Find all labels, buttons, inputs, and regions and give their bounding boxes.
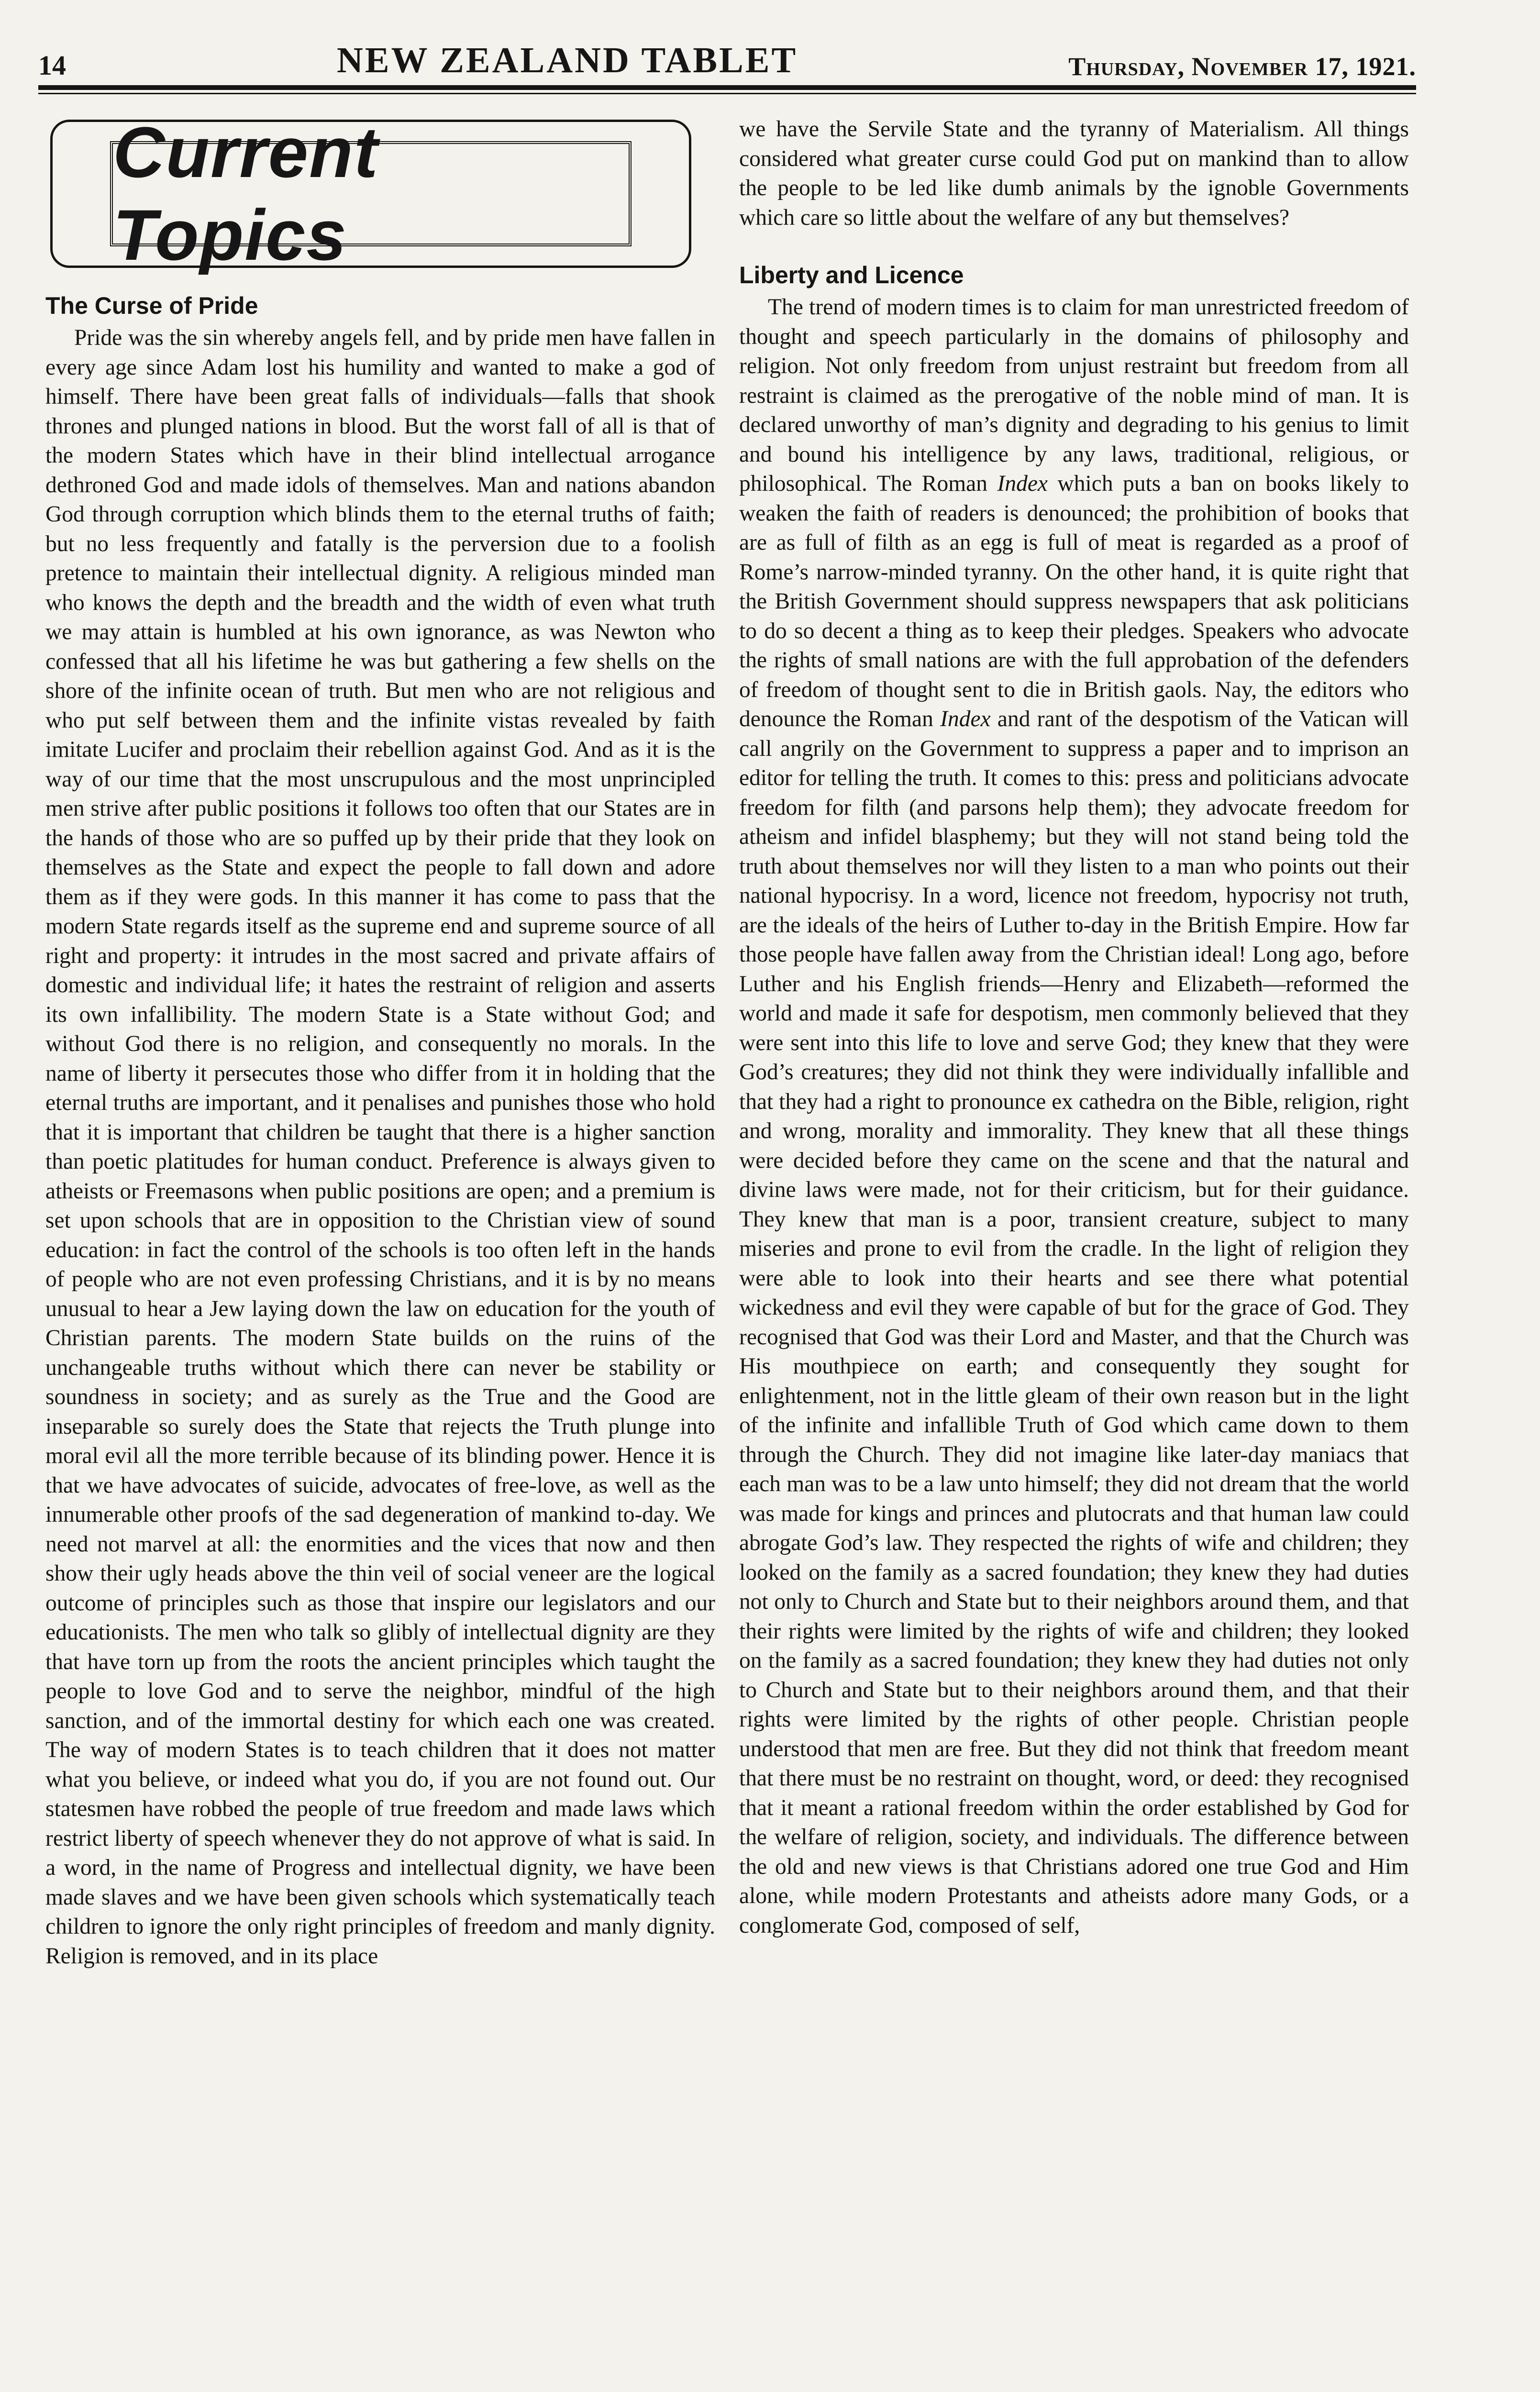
left-column: [45, 112, 715, 1971]
newspaper-title: NEW ZEALAND TABLET: [337, 40, 798, 80]
current-topics-banner: [50, 112, 691, 275]
article-continuation-curse-of-pride: we have the Servile State and the tyranny of Materialism. All things considered what greater curse could God put on mankind than to allow the people to be led like dumb animals by the ignoble Governments which care so little about the welfare of any but themselves?: [739, 117, 1409, 230]
index-term: Index: [997, 471, 1048, 496]
article-heading-curse-of-pride: The Curse of Pride: [45, 292, 258, 319]
article-body-curse-of-pride: Pride was the sin whereby angels fell, and by pride men have fallen in every age since Adam lost his humility and wanted to make a god of himself. There have been great falls of individuals—falls that shook thrones and plunged nations in blood. But the worst fall of all is that of the modern States which have in their blind intellectual arrogance dethroned God and made idols of themselves. Man and nations abandon God through corruption which blinds them to the eternal truths of faith; but no less frequently and fatally is the perversion due to a foolish pretence to maintain their intellectual dignity. A religious minded man who knows the depth and the breadth and the width of even what truth we may attain is humbled at his own ignorance, as was Newton who confessed that all his lifetime he was but gathering a few shells on the shore of the infinite ocean of truth. But men who are not religious and who put self between them and the infinite vistas revealed by faith imitate Lucifer and proclaim their rebellion against God. And as it is the way of our time that the most unscrupulous and the most unprincipled men strive after public positions it follows too often that our States are in the hands of those who are so puffed up by their pride that they look on themselves as the State and expect the people to fall down and adore them as if they were gods. In this manner it has come to pass that the modern State regards itself as the supreme end and supreme source of all right and property: it intrudes in the most sacred and private affairs of domestic and individual life; it hates the restraint of religion and asserts its own infallibility. The modern State is a State without God; and without God there is no religion, and consequently no morals. In the name of liberty it persecutes those who differ from it in holding that the eternal truths are important, and it penalises and punishes those who hold that it is important that children be taught that there is a higher sanction than poetic platitudes for human conduct. Preference is always given to atheists or Freemasons when public positions are open; and a premium is set upon schools that are in opposition to the Christian view of sound education: in fact the control of the schools is too often left in the hands of people who are not even professing Christians, and it is by no means unusual to hear a Jew laying down the law on education for the youth of Christian parents. The modern State builds on the ruins of the unchangeable truths without which there can never be stability or soundness in society; and as surely as the True and the Good are inseparable so surely does the State that rejects the Truth plunge into moral evil all the more terrible because of its blinding power. Hence it is that we have advocates of suicide, advocates of free-love, as well as the innumerable other proofs of the sad degeneration of mankind to-day. We need not marvel at all: the enormities and the vices that now and then show their ugly heads above the thin veil of social veneer are the logical outcome of principles such as those that inspire our legislators and our educationists. The men who talk so glibly of intellectual dignity are they that have torn up from the roots the ancient principles which taught the people to love God and to serve the neighbor, mindful of the high sanction, and of the immortal destiny for which each one was created. The way of modern States is to teach children that it does not matter what you believe, or indeed what you do, if you are not found out. Our statesmen have robbed the people of true freedom and made laws which restrict liberty of speech whenever they do not approve of what is said. In a word, in the name of Progress and intellectual dignity, we have been made slaves and we have been given schools which systematically teach children to ignore the only right principles of freedom and manly dignity. Religion is removed, and in its place: [45, 325, 715, 1969]
index-term: Index: [940, 707, 991, 731]
masthead: [38, 29, 1416, 81]
issue-date: Thursday, November 17, 1921.: [1068, 52, 1416, 81]
banner-frame: [110, 112, 632, 275]
banner-title: Current Topics: [113, 112, 379, 275]
masthead-rule-thin: [38, 93, 1416, 94]
body-segment-1: The trend of modern times is to claim for man unrestricted freedom of thought and speech particularly in the domains of philosophy and religion. Not only freedom from unjust restraint but freedom from all restraint is claimed as the prerogative of the noble mind of man. It is declared unworthy of man’s dignity and degrading to his genius to limit and bound his intelligence by any laws, traditional, religious, or philosophical. The Roman: [739, 295, 1409, 496]
right-column: [739, 115, 1409, 1940]
masthead-rule: [38, 85, 1416, 90]
body-segment-2: which puts a ban on books likely to weaken the faith of readers is denounced; the prohibition of books that are as full of filth as an egg is full of meat is regarded as a proof of Rome’s narrow-minded tyranny. On the other hand, it is quite right that the British Government should suppress newspapers that ask politicians to do so decent a thing as to keep their pledges. Speakers who advocate the rights of small nations are with the full approbation of the defenders of freedom of thought sent to die in British gaols. Nay, the editors who denounce the Roman: [739, 471, 1409, 731]
article-body-liberty-and-licence: [739, 293, 1409, 1940]
body-segment-3: and rant of the despotism of the Vatican will call angrily on the Government to suppress a paper and to imprison an editor for telling the truth. It comes to this: press and politicians advocate freedom for filth (and parsons help them); they advocate freedom for atheism and infidel blasphemy; but they will not stand being told the truth about themselves nor will they listen to a man who points out their national hypocrisy. In a word, licence not freedom, hypocrisy not truth, are the ideals of the heirs of Luther to-day in the British Empire. How far those people have fallen away from the Christian ideal! Long ago, before Luther and his English friends—Henry and Elizabeth—reformed the world and made it safe for despotism, men commonly believed that they were sent into this life to love and serve God; they knew that they were God’s creatures; they did not think they were individually infallible and that they had a right to pronounce ex cathedra on the Bible, religion, right and wrong, morality and immorality. They knew that all these things were decided before they came on the scene and that the natural and divine laws were made, not for their criticism, but for their guidance. They knew that man is a poor, transient creature, subject to many miseries and prone to evil from the cradle. In the light of religion they were able to look into their hearts and see there what potential wickedness and evil they were capable of but for the grace of God. They recognised that God was their Lord and Master, and that the Church was His mouthpiece on earth; and consequently they sought for enlightenment, not in the little gleam of their own reason but in the light of the infinite and infallible Truth of God which came down to them through the Church. They did not imagine like later-day maniacs that each man was to be a law unto himself; they did not dream that the world was made for kings and princes and plutocrats and that human law could abrogate God’s law. They respected the rights of wife and children; they looked on the family as a sacred foundation; they knew they had duties not only to Church and State but to their neighbors around them, and that their rights were limited by the rights of wife and children; they looked on the family as a sacred foundation; they knew they had duties not only to Church and State but to their neighbors around them, and that their rights were limited by the rights of other people. Christian people understood that men are free. But they did not think that freedom meant that there must be no restraint on thought, word, or deed: they recognised that it meant a rational freedom within the order established by God for the welfare of religion, society, and individuals. The difference between the old and new views is that Christians adored one true God and Him alone, while modern Protestants and atheists adore many Gods, or a conglomerate God, composed of self,: [739, 707, 1409, 1938]
page-number: 14: [38, 50, 66, 81]
article-heading-liberty-and-licence: Liberty and Licence: [739, 262, 964, 288]
